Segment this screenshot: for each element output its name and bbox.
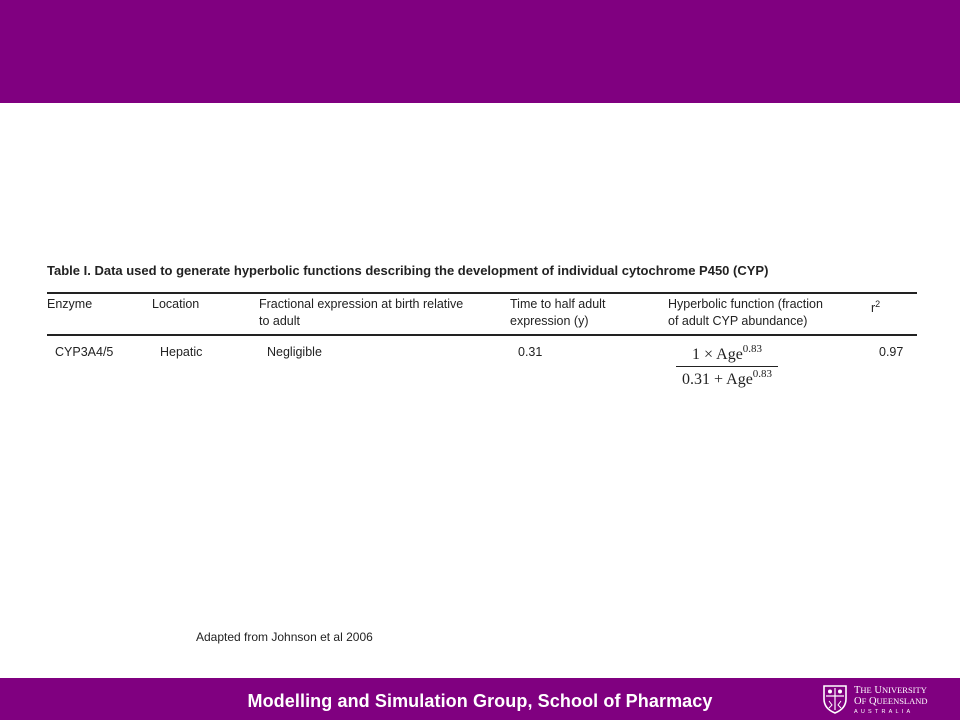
data-table (47, 292, 917, 389)
table-header-row (47, 293, 917, 335)
header-r2: $r^2$ (871, 299, 881, 316)
table-caption (47, 262, 917, 292)
header-hyperbolic-function: Hyperbolic function (fraction of adult CYP abundance) (668, 297, 823, 328)
formula-denominator: 0.31 + Age$^{0.83}$ (682, 368, 773, 388)
table-title: Data used to generate hyperbolic functions describing the development of individual cytochrome P450 (CYP) (94, 263, 769, 278)
header-location: Location (152, 297, 200, 311)
uq-wordmark (854, 685, 954, 716)
uq-line-1: THE UNIVERSITY (854, 685, 927, 696)
formula-numerator: 1 × Age$^{0.83}$ (692, 343, 763, 363)
header-fractional-expression: Fractional expression at birth relative to adult (259, 297, 464, 328)
footer-banner (0, 678, 960, 720)
hyperbolic-formula (676, 343, 778, 388)
header-enzyme: Enzyme (47, 297, 93, 311)
cell-location: Hepatic (160, 345, 203, 359)
table-label: Table I. (47, 263, 91, 278)
table-row (47, 335, 917, 389)
cell-hyperbolic-function (668, 335, 871, 389)
cell-time: 0.31 (518, 345, 543, 359)
uq-country: AUSTRALIA (854, 709, 914, 715)
uq-logo (822, 682, 952, 716)
uq-crest-icon (822, 684, 848, 714)
source-note: Adapted from Johnson et al 2006 (196, 630, 373, 644)
header-time-half-adult: Time to half adult expression (y) (510, 297, 606, 328)
table-section (47, 262, 917, 389)
cell-fractional: Negligible (267, 345, 322, 359)
top-banner (0, 0, 960, 103)
footer-text: Modelling and Simulation Group, School of Pharmacy (247, 691, 713, 711)
uq-line-2: OF QUEENSLAND (854, 696, 928, 707)
cell-r2: 0.97 (879, 345, 904, 359)
cell-enzyme: CYP3A4/5 (55, 345, 114, 359)
